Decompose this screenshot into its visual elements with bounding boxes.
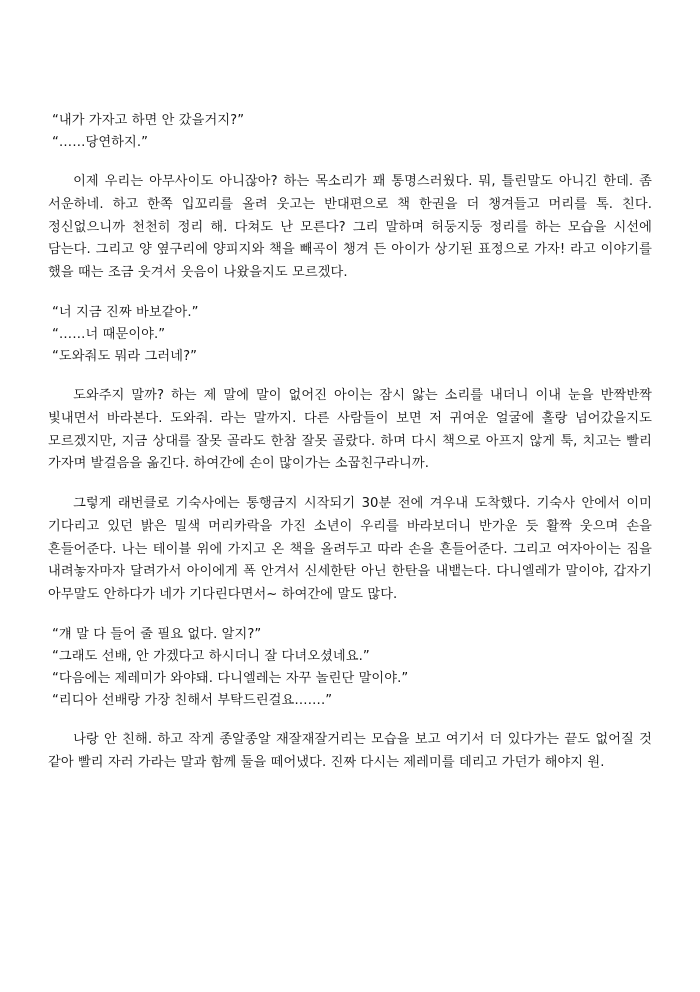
dialogue-line: “……너 때문이야.”: [52, 327, 166, 343]
dialogue-line: “다음에는 제레미가 와야돼. 다니엘레는 자꾸 놀린단 말이야.”: [52, 671, 409, 687]
paragraph-3: 그렇게 래번클로 기숙사에는 통행금지 시작되기 30분 전에 겨우내 도착했다. 기숙사 안에서 이미 기다리고 있던 밝은 밀색 머리카락을 가진 소년이 우리를 바라보더니 반가운 듯 활짝 웃으며 손을 흔들어준다. 나는 테이블 위에 가지고 온 책을 올려두고 따라 손을 흔들어준다. 그리고 여자아이는 짐을 내려놓자마자 달려가서 아이에게 폭 안겨서 신세한탄 아닌 한탄을 내뱉는다. 다니엘레가 말이야, 갑자기 아무말도 안하다가 네가 기다린다면서~ 하여간에 말도 많다.: [48, 496, 652, 602]
dialogue-line: “도와줘도 뭐라 그러네?”: [52, 349, 198, 365]
dialogue-line: “……당연하지.”: [52, 135, 149, 151]
dialogue-block-2: [48, 302, 652, 369]
paragraph-4: 나랑 안 친해. 하고 작게 종알종알 재잘재잘거리는 모습을 보고 여기서 더 있다가는 끝도 없어질 것 같아 빨리 자러 가라는 말과 함께 둘을 떼어냈다. 진짜 다시는 제레미를 데리고 가던가 해야지 원.: [48, 732, 652, 771]
dialogue-line: “그래도 선배, 안 가겠다고 하시더니 잘 다녀오셨네요.”: [52, 648, 370, 664]
dialogue-block-1: [48, 110, 652, 154]
dialogue-line: “너 지금 진짜 바보같아.”: [52, 304, 199, 320]
dialogue-line: “내가 가자고 하면 안 갔을거지?”: [52, 113, 245, 128]
dialogue-line: “걔 말 다 들어 줄 필요 없다. 알지?”: [52, 626, 262, 642]
document-body: [48, 110, 652, 775]
dialogue-block-3: [48, 624, 652, 713]
dialogue-line: “리디아 선배랑 가장 친해서 부탁드린걸요…….”: [52, 693, 333, 709]
paragraph-1: 이제 우리는 아무사이도 아니잖아? 하는 목소리가 꽤 통명스러웠다. 뭐, 틀린말도 아니긴 한데. 좀 서운하네. 하고 한쪽 입꼬리를 올려 웃고는 반대편으로 책 한권을 더 챙겨들고 머리를 톡. 친다. 정신없으니까 천천히 정리 해. 다쳐도 난 모른다? 그리 말하며 허둥지둥 정리를 하는 모습을 시선에 담는다. 그리고 양 옆구리에 양피지와 책을 빼곡이 챙겨 든 아이가 상기된 표정으로 가자! 라고 이야기를 했을 때는 조금 웃겨서 웃음이 나왔을지도 모르겠다.: [48, 174, 652, 281]
paragraph-2: 도와주지 말까? 하는 제 말에 말이 없어진 아이는 잠시 앓는 소리를 내더니 이내 눈을 반짝반짝 빛내면서 바라본다. 도와줘. 라는 말까지. 다른 사람들이 보면 저 귀여운 얼굴에 홀랑 넘어갔을지도 모르겠지만, 지금 상대를 잘못 골라도 한참 잘못 골랐다. 하며 다시 책으로 아프지 않게 툭, 치고는 빨리 가자며 발걸음을 옮긴다. 하여간에 손이 많이가는 소꿉친구라니까.: [48, 388, 652, 472]
